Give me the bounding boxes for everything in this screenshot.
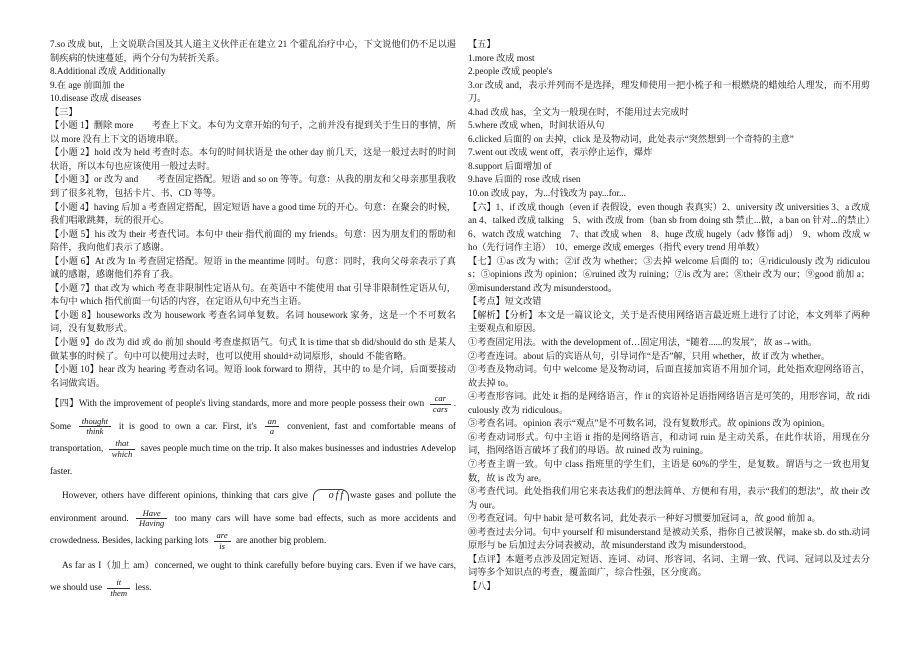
answer-paragraph: 1.more 改成 most: [468, 52, 535, 63]
inline-correction: [109, 439, 136, 459]
answer-paragraph: 【小题 2】hold 改为 held 考查时态。本句的时间状语是 the other day 前几天，这是一般过去时的时间状语，所以本句也应该使用一般过去时。: [50, 147, 456, 171]
answer-paragraph: ⑤考查名词。opinion 表示“观点”是不可数名词，没有复数形式。故 opinions 改为 opinion。: [468, 418, 831, 429]
answer-paragraph: 7.went out 改成 went off，表示停止运作，爆炸: [468, 147, 653, 158]
inline-correction: [265, 417, 280, 437]
correction-lower-word: think: [86, 426, 104, 437]
answer-paragraph: 2.people 改成 people's: [468, 66, 553, 77]
inline-correction: [430, 394, 451, 414]
essay-text: As far as I（加上 am）concerned, we ought to think carefully before buying cars. Even if we have cars, we should use: [50, 559, 456, 593]
essay-correction-section: [50, 392, 456, 599]
correction-upper-word: Have: [136, 509, 167, 520]
correction-upper-word: are: [214, 531, 231, 542]
answer-paragraph: 9.have 后面的 rose 改成 risen: [468, 174, 581, 185]
inline-correction: [79, 417, 111, 437]
essay-text: too many cars will have some bad effects, such as more accidents and crowdedness. Besides, lacking parking lots: [50, 512, 456, 546]
answer-paragraph: 【考点】短文改错: [468, 296, 542, 307]
answer-paragraph: 10.on 改成 pay，为...付钱改为 pay...for...: [468, 188, 626, 199]
essay-text: it is good to own a car. First, it's: [114, 420, 262, 431]
inline-correction: [136, 509, 167, 529]
answer-paragraph: 7.so 改成 but，上文说联合国及其人道主义伙伴正在建立 21 个霍乱治疗中心，下文说他们仍不足以遏制疾病的快速蔓延，两个分句为转折关系。: [50, 39, 456, 63]
correction-lower-word: cars: [432, 403, 448, 414]
correction-lower-word: which: [111, 448, 133, 459]
essay-text: saves people much time on the trip. It also makes businesses and industries ∧develop faster.: [50, 443, 456, 476]
left-column: [50, 38, 456, 599]
answer-paragraph: 【七】①as 改为 with；②if 改为 whether；③去掉 welcome 后面的 to；④ridiculously 改为 ridiculous；⑤opinions 改为 opinion；⑥ruined 改为 ruining；⑦is 改为 are；⑧their 改为 our；⑨good 前加 a；⑩misunderstand 改为 misunderstood。: [468, 255, 870, 293]
correction-lower-word: them: [110, 587, 128, 598]
answer-paragraph: ①考查固定用法。with the development of…固定用法，“随着......的发展”，故 as→with。: [468, 337, 818, 348]
answer-paragraph: 【八】: [468, 580, 496, 591]
answer-paragraph: ⑥考查动词形式。句中主语 it 指的是网络语言，和动词 ruin 是主动关系，在此作状语，用现在分词，指网络语言破坏了我们的母语。故 ruined 改为 ruining。: [468, 431, 870, 456]
answer-paragraph: 【小题 8】houseworks 改为 housework 考查名词单复数。名词 housework 家务，这是一个不可数名词，没有复数形式。: [50, 309, 456, 334]
essay-text: less.: [133, 582, 152, 593]
answer-paragraph: 4.had 改成 has，全文为一般现在时，不能用过去完成时: [468, 106, 689, 117]
right-answer-list: [468, 38, 880, 593]
essay-paragraph: [50, 484, 456, 552]
essay-paragraph: [50, 392, 456, 482]
essay-paragraph: [50, 554, 456, 599]
inline-correction: [214, 531, 231, 551]
answer-paragraph: ⑩考查过去分词。句中 yourself 和 misunderstand 是被动关系，指你自己被误解，make sb. do sth.动词原形与 be 后加过去分词表被动，故 misunderstand 改为 misunderstood。: [468, 526, 870, 551]
essay-text: . Some: [50, 398, 456, 431]
answer-paragraph: 【三】: [50, 106, 78, 117]
answer-paragraph: 10.disease 改成 diseases: [50, 93, 142, 104]
inline-correction: [107, 578, 130, 598]
answer-paragraph: 9.在 age 前面加 the: [50, 79, 125, 90]
answer-paragraph: 【小题 9】do 改为 did 或 do 前加 should 考查虚拟语气。句式 It is time that sb did/should do sth 是某人做某事的时候了。句中可以使用过去时，也可以使用 should+动词原形，should 不能省略。: [50, 337, 456, 361]
answer-paragraph: ⑧考查代词。此处指我们用它来表达我们的想法简单、方便和有用，表示“我们的想法”，故 their 改为 our。: [468, 486, 870, 510]
answer-paragraph: ⑨考查冠词。句中 habit 是可数名词，此处表示一种好习惯要加冠词 a，故 good 前加 a。: [468, 513, 821, 524]
essay-text: are another big problem.: [233, 535, 327, 546]
correction-upper-word: thought: [79, 417, 111, 428]
essay-text: convenient, fast and comfortable means of transportation,: [50, 420, 456, 454]
answer-paragraph: ②考查连词。about 后的宾语从句，引导词作“是否”解，只用 whether，故 if 改为 whether。: [468, 350, 831, 361]
answer-paragraph: 【小题 3】or 改为 and 考查固定搭配。短语 and so on 等等。句意：从我的朋友和父母亲那里我收到了很多礼物，包括卡片、书、CD 等等。: [50, 174, 456, 199]
answer-paragraph: 8.support 后面增加 of: [468, 160, 552, 171]
answer-paragraph: 6.clicked 后面的 on 去掉，click 是及物动词，此处表示“突然想到一个奇特的主意”: [468, 133, 794, 144]
answer-paragraph: 【六】1、if 改成 though（even if 表假设，even though 表真实）2、university 改 universities 3、a 改成 an 4、talked 改成 talking 5、with 改成 from（ban sb from doing sth 禁止...做，a ban on 针对...的禁止） 6、watch 改成 watching 7、that 改成 when 8、huge 改成 hugely（adv 修饰 adj） 9、whom 改成 who（先行词作主语） 10、emerge 改成 emerges（指代 every trend 用单数）: [468, 201, 880, 253]
essay-heading: 【四】: [50, 398, 79, 409]
answer-paragraph: ⑦考查主谓一致。句中 class 指班里的学生们，主语是 60%的学生，是复数。谓语与之一致也用复数，故 is 改为 are。: [468, 458, 870, 483]
answer-paragraph: 【小题 6】At 改为 In 考查固定搭配。短语 in the meantime 同时。句意：同时，我向父母亲表示了真诚的感谢，感谢他们养育了我。: [50, 255, 456, 280]
answer-paragraph: 【小题 5】his 改为 their 考查代词。本句中 their 指代前面的 my friends。句意：因为朋友们的帮助和陪伴，我向他们表示了感谢。: [50, 228, 456, 253]
answer-paragraph: 【小题 4】having 后加 a 考查固定搭配，固定短语 have a good time 玩的开心。句意：在聚会的时候，我们唱歌跳舞，玩的很开心。: [50, 201, 456, 226]
answer-paragraph: 【小题 10】hear 改为 hearing 考查动名词。短语 look forward to 期待，其中的 to 是介词，后面要接动名词做宾语。: [50, 364, 456, 388]
correction-lower-word: a: [269, 426, 275, 437]
answer-paragraph: 【小题 1】删除 more 考查上下文。本句为文章开始的句子，之前并没有提到关于生日的事情，所以 more 没有上下文的语境串联。: [50, 120, 456, 144]
answer-paragraph: 3.or 改成 and，表示并列而不是选择，理发师使用一把小梳子和一根燃烧的蜡烛给人理发，而不用剪刀。: [468, 79, 870, 104]
arc-marked-word: off: [313, 489, 350, 501]
essay-text: waste gases and pollute the environment around.: [50, 490, 456, 523]
essay-text: However, others have different opinions, thinking that cars give: [62, 490, 312, 501]
answer-paragraph: 【小题 7】that 改为 which 考查非限制性定语从句。在英语中不能使用 that 引导非限制性定语从句，本句中 which 指代前面一句话的内容，在定语从句中充当主语。: [50, 282, 456, 307]
answer-paragraph: 5.where 改成 when，时间状语从句: [468, 120, 605, 131]
right-column: [468, 38, 880, 593]
answer-paragraph: 【解析】【分析】本文是一篇议论文，关于是否使用网络语言最近班上进行了讨论，本文列举了两种主要观点和原因。: [468, 309, 870, 334]
correction-lower-word: is: [219, 540, 225, 551]
answer-paragraph: ④考查形容词。此处 it 指的是网络语言，作 it 的宾语补足语指网络语言是可笑的，用形容词，故 ridiculously 改为 ridiculous。: [468, 391, 870, 415]
answer-paragraph: 【五】: [468, 39, 496, 49]
essay-text: With the improvement of people's living standards, more and more people possess their own: [78, 398, 427, 409]
answer-paragraph: 【点评】本题考点涉及固定短语、连词、动词、形容词、名词、主谓一致、代词、冠词以及过去分词等多个知识点的考查，覆盖面广，综合性强，区分度高。: [468, 553, 870, 578]
correction-upper-word: car: [430, 394, 451, 405]
correction-upper-word: an: [265, 417, 280, 428]
correction-lower-word: Having: [139, 518, 165, 529]
correction-upper-word: it: [107, 578, 130, 589]
correction-upper-word: that: [109, 439, 136, 450]
answer-paragraph: 8.Additional 改成 Additionally: [50, 66, 166, 77]
answer-paragraph: ③考查及物动词。句中 welcome 是及物动词，后面直接加宾语不用加介词，此处指欢迎网络语言，故去掉 to。: [468, 364, 870, 388]
left-answer-list: [50, 38, 456, 390]
